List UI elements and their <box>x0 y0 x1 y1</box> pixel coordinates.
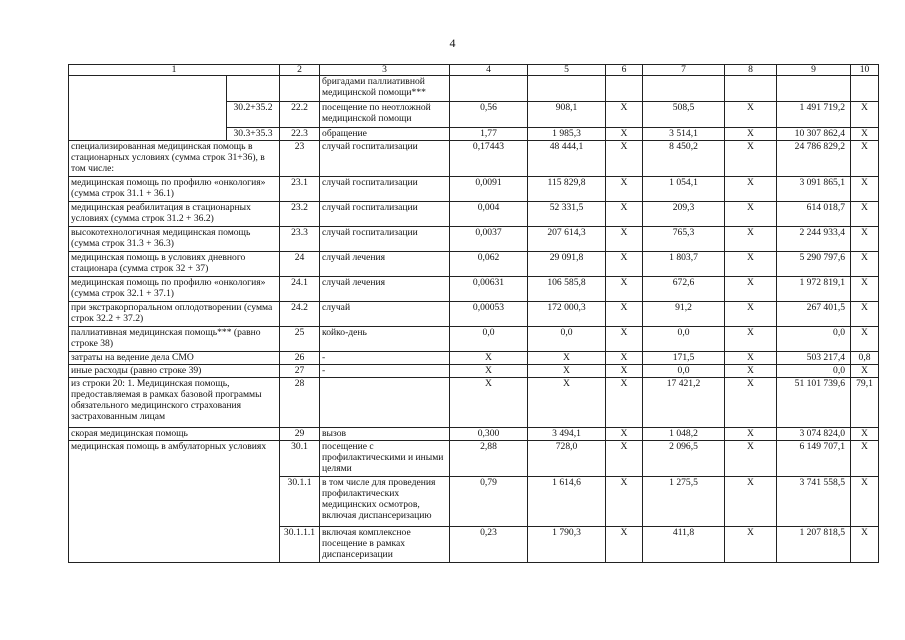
value-cell: X <box>851 227 879 252</box>
value-cell: 1 985,3 <box>528 128 606 141</box>
row-name-cell: медицинская помощь в условиях дневного стационара (сумма строк 32 + 37) <box>69 252 280 277</box>
row-name-cell: затраты на ведение дела СМО <box>69 352 280 365</box>
value-cell: X <box>851 277 879 302</box>
value-cell: X <box>725 441 777 477</box>
table-row <box>69 365 879 378</box>
value-cell: X <box>851 302 879 327</box>
value-cell: 79,1 <box>851 378 879 428</box>
value-cell: 0,17443 <box>450 141 528 177</box>
line-number-cell: 22.3 <box>280 128 320 141</box>
value-cell: X <box>528 365 606 378</box>
value-cell: X <box>725 428 777 441</box>
value-cell: 0,0 <box>528 327 606 352</box>
value-cell: 0,0 <box>777 365 851 378</box>
value-cell: 17 421,2 <box>643 378 725 428</box>
line-number-cell: 23.1 <box>280 177 320 202</box>
value-cell: 614 018,7 <box>777 202 851 227</box>
table-row <box>69 177 879 202</box>
value-cell: 0,062 <box>450 252 528 277</box>
value-cell: X <box>851 477 879 527</box>
value-cell: X <box>528 378 606 428</box>
value-cell: 3 074 824,0 <box>777 428 851 441</box>
value-cell: 0,0 <box>777 327 851 352</box>
row-name-cell: медицинская помощь в амбулаторных условиях <box>69 441 280 563</box>
value-cell <box>606 76 643 102</box>
value-cell: X <box>725 365 777 378</box>
row-name-cell: специализированная медицинская помощь в стационарных условиях (сумма строк 31+36), в том числе: <box>69 141 280 177</box>
value-cell: 1 054,1 <box>643 177 725 202</box>
value-cell: 0,0037 <box>450 227 528 252</box>
unit-cell: случай лечения <box>320 252 450 277</box>
unit-cell: случай госпитализации <box>320 177 450 202</box>
value-cell: 48 444,1 <box>528 141 606 177</box>
value-cell: X <box>606 477 643 527</box>
code-cell: 30.2+35.2 <box>227 102 280 128</box>
table-row <box>69 227 879 252</box>
value-cell: 91,2 <box>643 302 725 327</box>
value-cell: 2,88 <box>450 441 528 477</box>
value-cell: 0,0091 <box>450 177 528 202</box>
column-header: 4 <box>450 65 528 76</box>
unit-cell: посещение с профилактическими и иными целями <box>320 441 450 477</box>
value-cell: 728,0 <box>528 441 606 477</box>
unit-cell <box>320 378 450 428</box>
value-cell: X <box>450 352 528 365</box>
value-cell: X <box>606 202 643 227</box>
value-cell: 0,23 <box>450 527 528 563</box>
value-cell: 171,5 <box>643 352 725 365</box>
unit-cell: койко-день <box>320 327 450 352</box>
value-cell: X <box>450 378 528 428</box>
line-number-cell: 30.1.1 <box>280 477 320 527</box>
value-cell <box>851 76 879 102</box>
value-cell: X <box>606 277 643 302</box>
column-header: 7 <box>643 65 725 76</box>
row-name-cell: при экстракорпоральном оплодотворении (сумма строк 32.2 + 37.2) <box>69 302 280 327</box>
value-cell: X <box>606 527 643 563</box>
value-cell: X <box>725 277 777 302</box>
value-cell: 1 803,7 <box>643 252 725 277</box>
value-cell: X <box>851 102 879 128</box>
value-cell: X <box>851 141 879 177</box>
page-number: 4 <box>449 36 456 50</box>
value-cell: 0,0 <box>643 365 725 378</box>
value-cell: X <box>725 302 777 327</box>
line-number-cell: 25 <box>280 327 320 352</box>
value-cell: 0,8 <box>851 352 879 365</box>
value-cell: X <box>606 441 643 477</box>
value-cell: 3 514,1 <box>643 128 725 141</box>
table-row <box>69 252 879 277</box>
table-row <box>69 352 879 365</box>
value-cell: X <box>725 202 777 227</box>
value-cell: X <box>450 365 528 378</box>
value-cell: 267 401,5 <box>777 302 851 327</box>
value-cell: 8 450,2 <box>643 141 725 177</box>
value-cell: X <box>606 302 643 327</box>
value-cell: X <box>606 227 643 252</box>
value-cell: 0,56 <box>450 102 528 128</box>
value-cell: X <box>725 527 777 563</box>
unit-cell: включая комплексное посещение в рамках диспансеризации <box>320 527 450 563</box>
value-cell: 1 790,3 <box>528 527 606 563</box>
value-cell: 1 048,2 <box>643 428 725 441</box>
column-header: 10 <box>851 65 879 76</box>
value-cell: 1,77 <box>450 128 528 141</box>
table-row <box>69 428 879 441</box>
value-cell: 0,00053 <box>450 302 528 327</box>
value-cell: X <box>606 378 643 428</box>
line-number-cell: 24.2 <box>280 302 320 327</box>
value-cell: X <box>606 252 643 277</box>
table-row <box>69 141 879 177</box>
value-cell: X <box>725 141 777 177</box>
budget-table <box>68 64 879 563</box>
value-cell <box>643 76 725 102</box>
value-cell: 51 101 739,6 <box>777 378 851 428</box>
value-cell: X <box>528 352 606 365</box>
row-name-cell: скорая медицинская помощь <box>69 428 280 441</box>
value-cell: 5 290 797,6 <box>777 252 851 277</box>
value-cell: X <box>606 352 643 365</box>
value-cell: X <box>606 102 643 128</box>
value-cell: 24 786 829,2 <box>777 141 851 177</box>
unit-cell: посещение по неотложной медицинской помощи <box>320 102 450 128</box>
value-cell: X <box>851 128 879 141</box>
row-name-cell: иные расходы (равно строке 39) <box>69 365 280 378</box>
table-row <box>69 378 879 428</box>
row-name-cell: медицинская помощь по профилю «онкология» (сумма строк 32.1 + 37.1) <box>69 277 280 302</box>
table-row <box>69 202 879 227</box>
line-number-cell: 30.1.1.1 <box>280 527 320 563</box>
value-cell: X <box>606 327 643 352</box>
value-cell: X <box>851 202 879 227</box>
unit-cell: случай госпитализации <box>320 202 450 227</box>
column-header: 6 <box>606 65 643 76</box>
value-cell: X <box>606 428 643 441</box>
table-row <box>69 302 879 327</box>
value-cell: 52 331,5 <box>528 202 606 227</box>
value-cell: X <box>851 252 879 277</box>
unit-cell: - <box>320 365 450 378</box>
line-number-cell: 26 <box>280 352 320 365</box>
value-cell: 1 275,5 <box>643 477 725 527</box>
value-cell: 207 614,3 <box>528 227 606 252</box>
line-number-cell: 28 <box>280 378 320 428</box>
value-cell: X <box>851 441 879 477</box>
line-number-cell: 30.1 <box>280 441 320 477</box>
unit-cell: - <box>320 352 450 365</box>
value-cell: 411,8 <box>643 527 725 563</box>
unit-cell: случай <box>320 302 450 327</box>
line-number-cell: 23 <box>280 141 320 177</box>
value-cell: 172 000,3 <box>528 302 606 327</box>
column-header: 3 <box>320 65 450 76</box>
code-cell: 30.3+35.3 <box>227 128 280 141</box>
code-cell <box>227 76 280 102</box>
column-header: 2 <box>280 65 320 76</box>
value-cell <box>777 76 851 102</box>
value-cell: X <box>725 477 777 527</box>
line-number-cell <box>280 76 320 102</box>
value-cell: 0,004 <box>450 202 528 227</box>
value-cell: X <box>725 252 777 277</box>
value-cell: X <box>606 141 643 177</box>
value-cell: 908,1 <box>528 102 606 128</box>
line-number-cell: 29 <box>280 428 320 441</box>
unit-cell: случай госпитализации <box>320 141 450 177</box>
row-name-cell: высокотехнологичная медицинская помощь (сумма строк 31.3 + 36.3) <box>69 227 280 252</box>
value-cell: 115 829,8 <box>528 177 606 202</box>
value-cell: X <box>606 128 643 141</box>
row-name-cell <box>69 76 227 141</box>
value-cell: 0,0 <box>643 327 725 352</box>
column-header: 8 <box>725 65 777 76</box>
line-number-cell: 24.1 <box>280 277 320 302</box>
value-cell: X <box>606 177 643 202</box>
value-cell: 0,79 <box>450 477 528 527</box>
row-name-cell: паллиативная медицинская помощь*** (равно строке 38) <box>69 327 280 352</box>
unit-cell: обращение <box>320 128 450 141</box>
value-cell: 508,5 <box>643 102 725 128</box>
value-cell: 106 585,8 <box>528 277 606 302</box>
value-cell: 10 307 862,4 <box>777 128 851 141</box>
column-header: 1 <box>69 65 280 76</box>
line-number-cell: 23.3 <box>280 227 320 252</box>
column-numbers-row <box>69 65 879 76</box>
value-cell <box>450 76 528 102</box>
unit-cell: вызов <box>320 428 450 441</box>
unit-cell: в том числе для проведения профилактических медицинских осмотров, включая диспансеризацию <box>320 477 450 527</box>
value-cell: X <box>851 428 879 441</box>
table-row <box>69 327 879 352</box>
row-name-cell: из строки 20: 1. Медицинская помощь, предоставляемая в рамках базовой программы обязательного медицинского страхования застрахованным лицам <box>69 378 280 428</box>
line-number-cell: 22.2 <box>280 102 320 128</box>
value-cell: X <box>851 177 879 202</box>
column-header: 9 <box>777 65 851 76</box>
value-cell: 2 244 933,4 <box>777 227 851 252</box>
value-cell: X <box>606 365 643 378</box>
unit-cell: бригадами паллиативной медицинской помощи*** <box>320 76 450 102</box>
value-cell: 1 972 819,1 <box>777 277 851 302</box>
value-cell: X <box>725 102 777 128</box>
value-cell: 3 494,1 <box>528 428 606 441</box>
row-name-cell: медицинская помощь по профилю «онкология» (сумма строк 31.1 + 36.1) <box>69 177 280 202</box>
column-header: 5 <box>528 65 606 76</box>
table-row <box>69 441 879 477</box>
value-cell: X <box>725 128 777 141</box>
value-cell: 0,00631 <box>450 277 528 302</box>
unit-cell: случай лечения <box>320 277 450 302</box>
value-cell: 2 096,5 <box>643 441 725 477</box>
value-cell: 1 491 719,2 <box>777 102 851 128</box>
value-cell <box>528 76 606 102</box>
value-cell <box>725 76 777 102</box>
value-cell: 0,0 <box>450 327 528 352</box>
table-row <box>69 277 879 302</box>
value-cell: 6 149 707,1 <box>777 441 851 477</box>
value-cell: X <box>851 365 879 378</box>
value-cell: X <box>725 378 777 428</box>
value-cell: 503 217,4 <box>777 352 851 365</box>
value-cell: 765,3 <box>643 227 725 252</box>
table-row <box>69 76 879 102</box>
unit-cell: случай госпитализации <box>320 227 450 252</box>
value-cell: 209,3 <box>643 202 725 227</box>
value-cell: 1 207 818,5 <box>777 527 851 563</box>
line-number-cell: 27 <box>280 365 320 378</box>
value-cell: 1 614,6 <box>528 477 606 527</box>
value-cell: X <box>725 352 777 365</box>
value-cell: X <box>851 327 879 352</box>
row-name-cell: медицинская реабилитация в стационарных условиях (сумма строк 31.2 + 36.2) <box>69 202 280 227</box>
value-cell: 3 091 865,1 <box>777 177 851 202</box>
value-cell: 672,6 <box>643 277 725 302</box>
line-number-cell: 24 <box>280 252 320 277</box>
value-cell: 3 741 558,5 <box>777 477 851 527</box>
value-cell: X <box>725 177 777 202</box>
value-cell: 0,300 <box>450 428 528 441</box>
value-cell: X <box>725 327 777 352</box>
value-cell: X <box>725 227 777 252</box>
value-cell: X <box>851 527 879 563</box>
line-number-cell: 23.2 <box>280 202 320 227</box>
value-cell: 29 091,8 <box>528 252 606 277</box>
